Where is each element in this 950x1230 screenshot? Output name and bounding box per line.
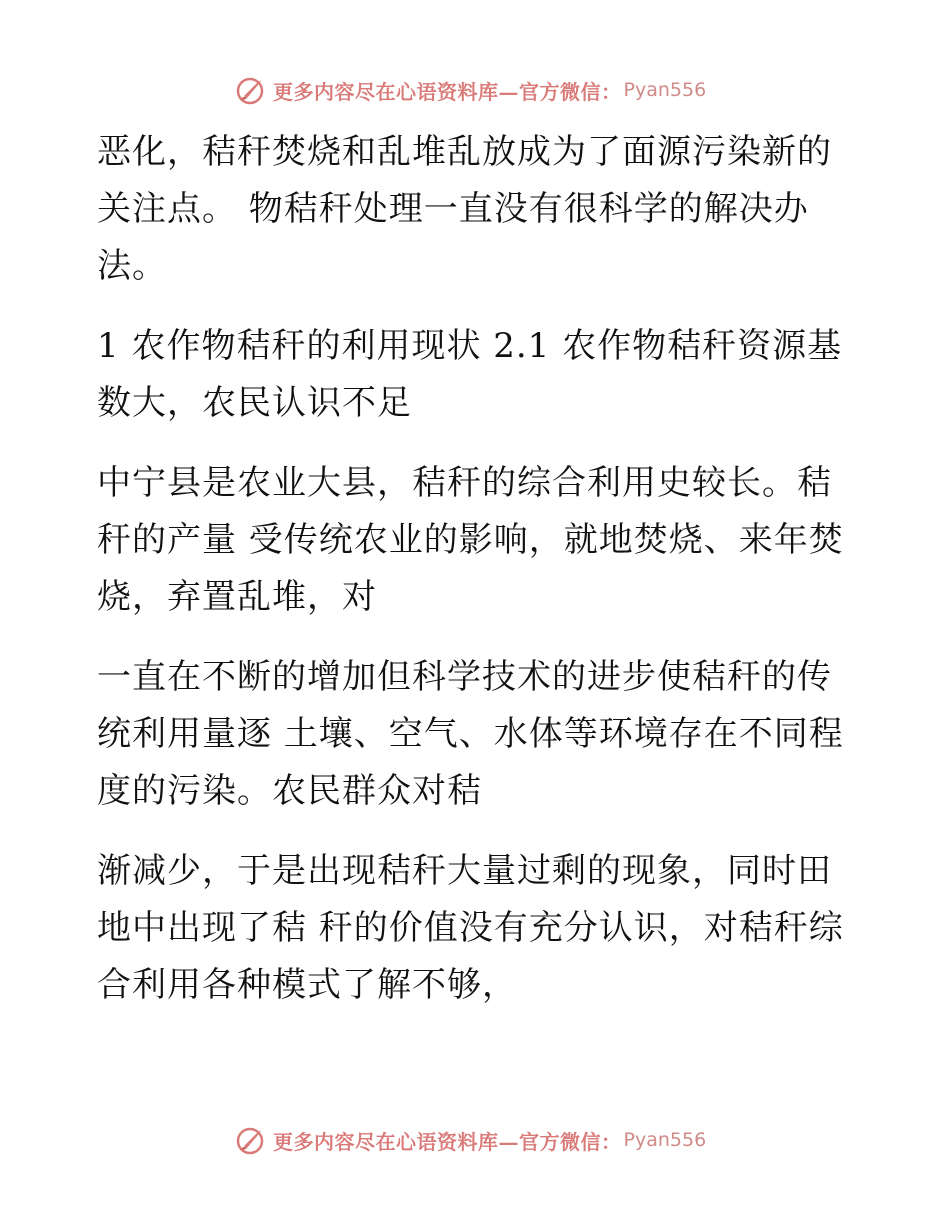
body-text	[97, 124, 857, 1037]
brush-logo-icon	[235, 1124, 267, 1156]
watermark-wechat-id: Pyan556	[623, 79, 707, 101]
paragraph-4: 一直在不断的增加但科学技术的进步使秸秆的传统利用量逐 土壤、空气、水体等环境存在不同程度的污染。农民群众对秸	[97, 657, 844, 811]
paragraph-2: 1 农作物秸秆的利用现状 2.1 农作物秸秆资源基数大，农民认识不足	[97, 326, 843, 423]
watermark-wechat-id: Pyan556	[623, 1129, 707, 1151]
footer-watermark	[235, 1120, 706, 1160]
watermark-text: 更多内容尽在心语资料库—官方微信：	[273, 79, 622, 104]
paragraph-3: 中宁县是农业大县，秸秆的综合利用史较长。秸秆的产量 受传统农业的影响，就地焚烧、来年焚烧，弃置乱堆，对	[97, 463, 844, 617]
paragraph-5: 渐减少，于是出现秸秆大量过剩的现象，同时田地中出现了秸 秆的价值没有充分认识，对秸秆综合利用各种模式了解不够，	[97, 851, 844, 1005]
watermark-text: 更多内容尽在心语资料库—官方微信：	[273, 1129, 622, 1154]
paragraph-1: 恶化，秸秆焚烧和乱堆乱放成为了面源污染新的关注点。 物秸秆处理一直没有很科学的解决办法。	[97, 132, 832, 286]
brush-logo-icon	[235, 74, 267, 106]
header-watermark	[235, 70, 706, 110]
